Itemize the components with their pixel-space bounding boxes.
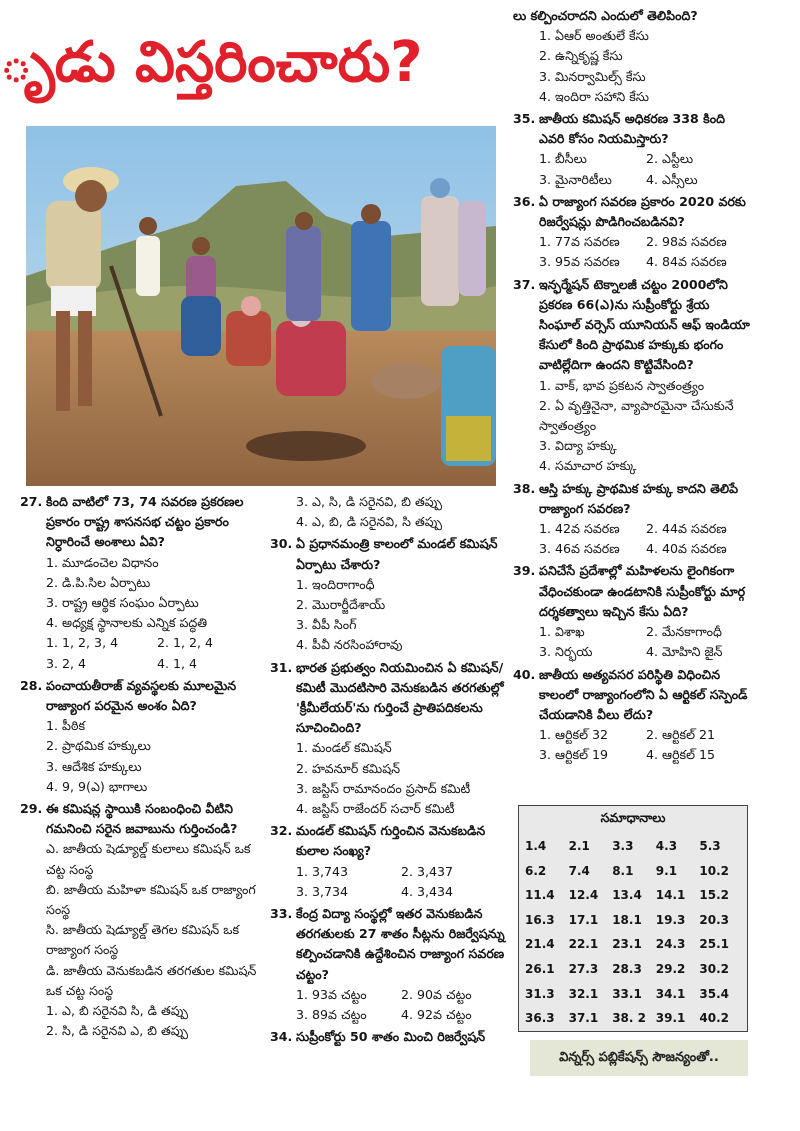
answer-key-title: సమాధానాలు: [600, 810, 666, 825]
option: 3. ఎ, సి, డి సరైనవి, బి తప్పు: [296, 494, 443, 509]
question-text: భారత ప్రభుత్వం నియమించిన ఏ కమిషన్/కమిటీ మొదటిసారి వెనుకబడిన తరగతుల్లో 'క్రీమీలేయర్'ను గుర్తించే ప్రాతిపదికలను సూచించింది?: [296, 659, 504, 736]
option: 2. ఉన్నికృష్ణ కేసు: [539, 48, 623, 64]
option: 2. ఆర్టికల్ 21: [646, 727, 716, 743]
option: 2. 1, 2, 4: [157, 635, 214, 651]
option: 1. 93వ చట్టం: [296, 986, 367, 1002]
option: 4. సమాచార హక్కు: [539, 458, 637, 474]
option-row: [513, 725, 753, 745]
answer-item: 37.1: [568, 1011, 599, 1026]
question-number: 36.: [513, 193, 536, 209]
question-number: 40.: [513, 666, 536, 682]
question-34-continued: [513, 6, 753, 107]
statement: ఎ. జాతీయ షెడ్యూల్డ్ కులాలు కమిషన్ ఒక చట్ట సంస్థ: [46, 841, 251, 877]
credit-banner: విన్నర్స్ పబ్లికేషన్స్ సౌజన్యంతో..: [530, 1040, 748, 1076]
question-29-continued: [270, 492, 506, 532]
question-text: జాతీయ కమిషన్ అధికరణ 338 కింది ఎవరి కోసం నియమిస్తారు?: [539, 111, 726, 147]
question-text: ఈ కమిషన్ల స్థాయికి సంబంధించి వీటిని గమనించి సరైన జవాబును గుర్తించండి?: [46, 801, 238, 837]
answer-item: 19.3: [655, 912, 686, 927]
question-34: [270, 1027, 506, 1047]
option: 3. విద్యా హక్కు: [539, 438, 617, 454]
option-row: [513, 622, 753, 642]
question-number: 39.: [513, 563, 536, 579]
option: 2. మొరార్జీదేశాయ్: [296, 597, 386, 613]
option-row: [513, 149, 753, 169]
answer-item: 20.3: [699, 912, 729, 927]
option: 2. 90వ చట్టం: [401, 986, 472, 1002]
option-row: [513, 642, 753, 662]
option: 2. 44వ సవరణ: [646, 521, 727, 537]
question-text: ఇన్ఫర్మేషన్ టెక్నాలజీ చట్టం 2000లోని ప్రకరణ 66(ఎ)ను సుప్రీంకోర్టు శ్రేయ సింఘాల్ వర్సెస్ యూనియన్ ఆఫ్ ఇండియా కేసులో కింది ప్రాథమిక హక్కుకు భంగం వాటిల్లేదిగా ఉందని కొట్టివేసింది?: [539, 276, 750, 373]
answer-key-box: [518, 805, 748, 1032]
option-row: [513, 252, 753, 272]
answer-item: 31.3: [525, 986, 555, 1001]
answer-item: 9.1: [655, 863, 678, 878]
option: 4. 40వ సవరణ: [646, 541, 727, 557]
answer-item: 5.3: [699, 839, 721, 853]
option: 2. 3,437: [401, 863, 454, 879]
column-right: [513, 6, 753, 768]
question-35: [513, 109, 753, 190]
option: 1. మూడంచెల విధానం: [46, 554, 159, 570]
option: 1. 1, 2, 3, 4: [46, 635, 119, 651]
option: 3. ఆర్టికల్ 19: [539, 747, 609, 763]
headline: ృడు విస్తరించారు?: [0, 30, 423, 95]
answer-item: 27.3: [568, 961, 599, 976]
answer-item: 29.2: [655, 961, 686, 976]
question-number: 32.: [270, 823, 293, 839]
answer-item: 2.1: [568, 839, 590, 853]
question-text: లు కల్పించరాదని ఎందులో తెలిపింది?: [513, 8, 698, 23]
option-row: [20, 633, 268, 653]
option: 3. రాష్ట్ర ఆర్థిక సంఘం ఏర్పాటు: [46, 595, 199, 611]
answer-item: 18.1: [612, 912, 642, 927]
option: 1. ఎ, బి సరైనవి సి, డి తప్పు: [46, 1003, 189, 1019]
option: 3. జస్టిస్ రామానందం ప్రసాద్ కమిటీ: [296, 780, 471, 796]
option: 3. వీపీ సింగ్: [296, 617, 357, 633]
option: 4. మోహిని జైన్: [646, 644, 723, 660]
answer-item: 1.4: [525, 839, 547, 853]
question-number: 33.: [270, 906, 293, 922]
answer-item: 24.3: [655, 937, 686, 952]
option: 4. 3,434: [401, 883, 454, 899]
option: 4. పీవీ నరసింహారావు: [296, 637, 403, 653]
answer-item: 17.1: [568, 912, 599, 927]
question-39: [513, 561, 753, 662]
option: 1. ఇందిరాగాంధీ: [296, 576, 375, 592]
option-row: [513, 539, 753, 559]
answer-item: 33.1: [612, 986, 642, 1001]
question-number: 31.: [270, 659, 293, 675]
question-text: సుప్రీంకోర్టు 50 శాతం మించి రిజర్వేషన్: [296, 1029, 486, 1045]
question-number: 27.: [20, 494, 43, 509]
option: 1. బీసీలు: [539, 151, 587, 167]
option: 2. సి, డి సరైనవి ఎ, బి తప్పు: [46, 1023, 189, 1039]
option: 1. విశాఖ: [539, 624, 585, 640]
question-text: పంచాయతీరాజ్ వ్యవస్థలకు మూలమైన రాజ్యాంగ పరమైన అంశం ఏది?: [46, 677, 237, 714]
option: 3. 95వ సవరణ: [539, 254, 620, 270]
option: 1. ఏఆర్ అంతులే కేసు: [539, 28, 649, 44]
question-number: 29.: [20, 801, 43, 817]
answer-item: 40.2: [699, 1011, 729, 1026]
answer-item: 36.3: [525, 1011, 555, 1026]
answer-item: 3.3: [612, 839, 634, 853]
question-text: ఆస్తి హక్కు ప్రాథమిక హక్కు కాదని తెలిపే రాజ్యాంగ సవరణ?: [539, 480, 739, 516]
option-row: [513, 745, 753, 765]
statement: బి. జాతీయ మహిళా కమిషన్ ఒక రాజ్యాంగ సంస్థ: [46, 881, 256, 918]
option: 4. 92వ చట్టం: [401, 1007, 472, 1023]
option: 1. 3,743: [296, 863, 349, 879]
option: 3. మినర్వామిల్స్ కేసు: [539, 68, 646, 84]
answer-item: 15.2: [699, 888, 729, 903]
option: 4. 84వ సవరణ: [646, 254, 727, 270]
option: 4. ఇందిరా సహాని కేసు: [539, 88, 649, 104]
answer-item: 34.1: [655, 986, 686, 1001]
answer-item: 28.3: [612, 961, 642, 976]
answer-item: 7.4: [568, 863, 590, 878]
option: 2. ప్రాథమిక హక్కులు: [46, 738, 151, 754]
question-number: 37.: [513, 276, 536, 292]
answer-item: 11.4: [525, 888, 555, 903]
option-row: [270, 985, 506, 1005]
question-36: [513, 192, 753, 273]
question-text: జాతీయ అత్యవసర పరిస్థితి విధించిన కాలంలో రాజ్యాంగంలోని ఏ ఆర్టికల్ సస్పెండ్ చేయడానికి వీలు లేదు?: [539, 666, 748, 722]
answer-item: 16.3: [525, 912, 555, 927]
column-left: [20, 492, 268, 1043]
option-row: [20, 654, 268, 674]
option: 3. 89వ చట్టం: [296, 1007, 367, 1023]
answer-item: 12.4: [568, 888, 599, 903]
answer-item: 8.1: [612, 863, 634, 878]
option: 4. అధ్యక్ష స్థానాలకు ఎన్నిక పద్ధతి: [46, 615, 208, 631]
option: 2. ఎస్టీలు: [646, 151, 694, 167]
statement: సి. జాతీయ షెడ్యూల్డ్ తెగల కమిషన్ ఒక రాజ్యాంగ సంస్థ: [46, 922, 240, 958]
option: 3. మైనారిటీలు: [539, 171, 612, 187]
option: 4. ఆర్టికల్ 15: [646, 747, 716, 763]
question-40: [513, 665, 753, 766]
question-37: [513, 275, 753, 477]
column-middle: [270, 492, 506, 1049]
question-text: ఏ రాజ్యాంగ సవరణ ప్రకారం 2020 వరకు రిజర్వేషన్లు పొడిగించబడినవి?: [539, 193, 746, 230]
option-row: [270, 862, 506, 882]
option: 1. మండల్ కమిషన్: [296, 740, 392, 756]
option: 1. 77వ సవరణ: [539, 234, 620, 250]
option: 3. నిర్భయ: [539, 644, 593, 660]
answer-item: 39.1: [655, 1011, 686, 1026]
question-27: [20, 492, 268, 674]
answer-item: 21.4: [525, 937, 555, 952]
question-28: [20, 676, 268, 797]
answer-key-grid: [519, 830, 747, 1031]
answer-item: 30.2: [699, 961, 729, 976]
option: 2. మేనకాగాంధీ: [646, 624, 722, 640]
question-text: కేంద్ర విద్యా సంస్థల్లో ఇతర వెనుకబడిన తరగతులకు 27 శాతం సీట్లను రిజర్వేషన్ను కల్పించడానికి ఉద్దేశించిన రాజ్యాంగ సవరణ చట్టం?: [296, 906, 505, 982]
option: 1. పీఠిక: [46, 718, 86, 734]
answer-item: 13.4: [612, 888, 642, 903]
question-text: ఏ ప్రధానమంత్రి కాలంలో మండల్ కమిషన్ ఏర్పాటు చేశారు?: [296, 536, 498, 572]
question-30: [270, 534, 506, 655]
answer-item: 6.2: [525, 863, 547, 878]
option: 3. 3,734: [296, 883, 349, 899]
option: 4. జస్టిస్ రాజేందర్ సచార్ కమిటీ: [296, 801, 455, 817]
answer-item: 26.1: [525, 961, 555, 976]
answer-item: 22.1: [568, 937, 599, 952]
option-row: [513, 170, 753, 190]
answer-item: 25.1: [699, 937, 729, 952]
option-row: [513, 519, 753, 539]
option-row: [513, 232, 753, 252]
question-number: 34.: [270, 1029, 293, 1045]
option: 3. ఆదేశిక హక్కులు: [46, 758, 142, 774]
answer-item: 4.3: [655, 839, 678, 853]
answer-item: 14.1: [655, 888, 686, 903]
option-row: [270, 1005, 506, 1025]
option: 2. ఏ వృత్తినైనా, వ్యాపారమైనా చేసుకునే స్వాతంత్ర్యం: [539, 397, 734, 434]
answer-item: 10.2: [699, 863, 729, 878]
option: 4. 9, 9(ఎ) భాగాలు: [46, 778, 148, 794]
question-text: మండల్ కమిషన్ గుర్తించిన వెనుకబడిన కులాల సంఖ్య?: [296, 823, 486, 859]
option: 3. 2, 4: [46, 655, 87, 671]
option: 3. 46వ సవరణ: [539, 541, 620, 557]
option: 4. ఎస్సీలు: [646, 171, 698, 187]
option: 2. 98వ సవరణ: [646, 234, 727, 250]
answer-item: 35.4: [699, 986, 729, 1001]
answer-item: 23.1: [612, 937, 642, 952]
question-38: [513, 479, 753, 560]
option-row: [270, 882, 506, 902]
option: 2. హవనూర్ కమిషన్: [296, 760, 401, 776]
option: 1. వాక్, భావ ప్రకటన స్వాతంత్ర్యం: [539, 377, 705, 393]
question-number: 38.: [513, 480, 536, 496]
statement: డి. జాతీయ వెనుకబడిన తరగతుల కమిషన్ ఒక చట్ట సంస్థ: [46, 962, 257, 998]
question-number: 35.: [513, 111, 536, 127]
answer-item: 32.1: [568, 986, 599, 1001]
option: 4. ఎ, బి, డి సరైనవి, సి తప్పు: [296, 514, 443, 530]
question-text: పనిచేసే ప్రదేశాల్లో మహిళలను లైంగికంగా వేధించకుండా ఉండటానికి సుప్రీంకోర్టు మార్గ దర్శకత్వాలు ఇచ్చిన కేసు ఏది?: [539, 563, 746, 619]
option: 1. ఆర్టికల్ 32: [539, 727, 609, 743]
question-32: [270, 821, 506, 902]
option: 4. 1, 4: [157, 655, 198, 671]
workers-digging-photo: [26, 126, 496, 486]
question-text: కింది వాటిలో 73, 74 సవరణ ప్రకరణల ప్రకారం రాష్ట్ర శాసనసభ చట్టం ప్రకారం నిర్ధారించే అంశాలు ఏవి?: [46, 494, 244, 550]
question-number: 30.: [270, 536, 293, 552]
question-33: [270, 904, 506, 1025]
option: 2. డి.పి.సిల ఏర్పాటు: [46, 574, 151, 590]
question-31: [270, 658, 506, 820]
answer-item: 38. 2: [612, 1011, 646, 1026]
question-29: [20, 799, 268, 1041]
question-number: 28.: [20, 677, 43, 693]
option: 1. 42వ సవరణ: [539, 521, 620, 537]
